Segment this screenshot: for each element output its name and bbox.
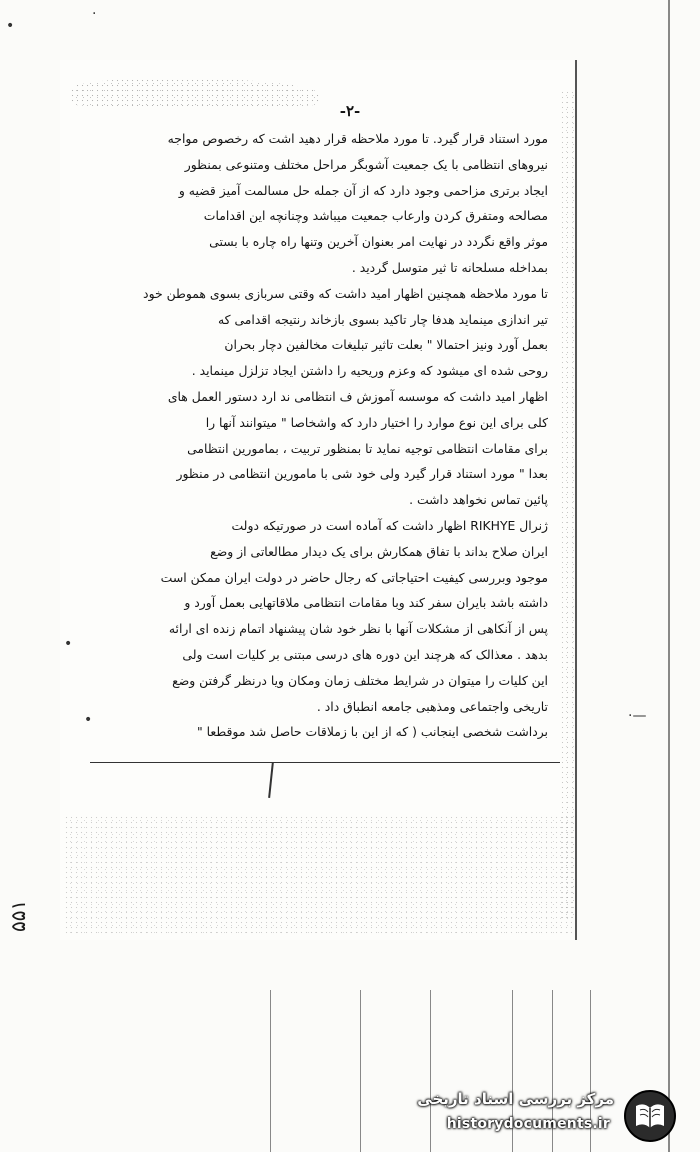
horizontal-rule: [90, 762, 560, 763]
book-logo-icon: [622, 1088, 678, 1144]
document-line: موجود وبررسی کیفیت احتیاجاتی که رجال حاضر در دولت ایران ممکن است: [160, 569, 548, 585]
watermark-url: historydocuments.ir: [446, 1116, 610, 1132]
margin-dot: ·: [92, 6, 97, 22]
scan-line: [360, 990, 361, 1152]
watermark: [402, 1086, 692, 1146]
margin-dot: •: [84, 712, 93, 728]
page-number: -۲-: [339, 102, 361, 120]
scan-noise-bottom: [64, 815, 574, 935]
document-line: بعدا " مورد استناد قرار گیرد ولی خود شی با مامورین انتظامی در منظور: [176, 466, 548, 482]
document-line: تیر اندازی مینماید هدفا چار تاکید بسوی بازخاند رنتیجه اقدامی که: [217, 311, 548, 327]
document-line: این کلیات را میتوان در شرایط مختلف زمان ومکان ویا درنظر گرفتن وضع: [172, 672, 548, 688]
watermark-org-name: مرکز بررسی اسناد تاریخی: [417, 1090, 614, 1108]
document-line: پائین تماس نخواهد داشت .: [409, 492, 548, 508]
document-line: بدهد . معذالک که هرچند این دوره های درسی مبتنی بر کلیات است ولی: [182, 646, 548, 662]
scan-noise-right: [560, 90, 574, 920]
document-line: اظهار امید داشت که موسسه آموزش ف انتظامی ند ارد دستور العمل های: [167, 388, 548, 404]
document-line: برداشت شخصی اینجانب ( که از این با زملاقات حاصل شد موقطعا ": [196, 724, 548, 740]
document-line: کلی برای این نوع موارد را اختیار دارد که واشخاصا " میتوانند آنها را: [205, 414, 548, 430]
margin-mark-right: ⋅—: [628, 708, 647, 724]
document-line: موثر واقع نگردد در نهایت امر بعنوان آخرین وتنها راه چاره با بستی: [209, 234, 548, 250]
archive-stamp-number: ۵۵۱: [6, 899, 30, 932]
document-line: داشته باشد بایران سفر کند وبا مقامات انتظامی ملاقاتهایی بعمل آورد و: [184, 595, 548, 611]
document-line: مصالحه ومتفرق کردن وارعاب جمعیت میباشد وچنانچه این اقدامات: [203, 208, 548, 224]
margin-dot: •: [64, 636, 73, 652]
document-line: مورد استناد قرار گیرد. تا مورد ملاحظه قرار دهید اشت که رخصوص مواجه: [167, 131, 548, 146]
document-line: ایران صلاح بداند با تفاق همکارش برای یک دیدار مطالعاتی از وضع: [210, 543, 548, 559]
document-line: بعمل آورد ونیز احتمالا " بعلت تاثیر تبلیغات مخالفین دچار بحران: [224, 337, 548, 353]
document-line: تا مورد ملاحظه همچنین اظهار امید داشت که وقتی سربازی بسوی هموطن خود: [143, 285, 548, 301]
document-body: [78, 126, 548, 745]
document-line: ژنرال RIKHYE اظهار داشت که آماده است در صورتیکه دولت: [231, 517, 548, 533]
document-line: روحی شده ای میشود که وعزم وریحیه را داشتن ایجاد تزلزل مینماید .: [191, 363, 548, 379]
document-line: نیروهای انتظامی با یک جمعیت آشوبگر مراحل مختلف ومتنوعی بمنظور: [184, 156, 548, 172]
document-line: پس از آنکاهی از مشکلات آنها با نظر خود شان پیشنهاد اتمام زنده ای ارائه: [168, 621, 548, 637]
margin-dot: •: [6, 18, 15, 34]
scan-line: [270, 990, 271, 1152]
scan-edge-line: [668, 0, 670, 1152]
document-line: تاریخی واجتماعی ومذهبی جامعه انطباق داد .: [316, 698, 548, 714]
document-line: برای مقامات انتظامی توجیه نماید تا بمنظور تربیت ، بمامورین انتظامی: [187, 440, 548, 456]
document-line: ایجاد برتری مزاحمی وجود دارد که از آن جمله حل مسالمت آمیز قضیه و: [178, 182, 548, 198]
document-line: بمداخله مسلحانه تا ثیر متوسل گردید .: [351, 259, 548, 275]
